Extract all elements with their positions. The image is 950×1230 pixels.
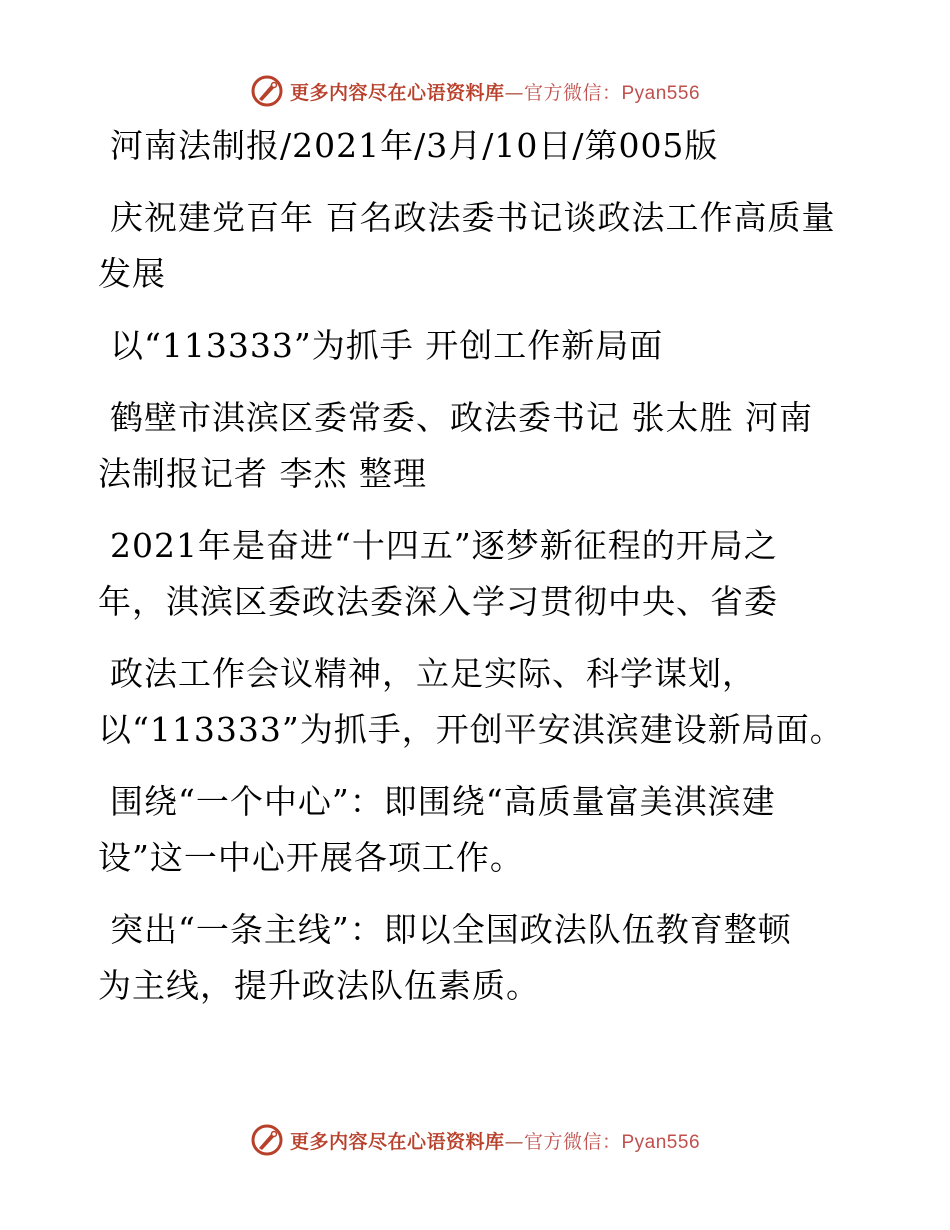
paragraph-2-line-2: 以“113333”为抓手，开创平安淇滨建设新局面。 — [98, 710, 844, 749]
watermark-wechat-label: 官方微信： — [523, 81, 622, 104]
headline-line-2: 发展 — [98, 254, 166, 293]
headline — [98, 190, 858, 302]
pen-logo-icon — [250, 1123, 284, 1157]
subtitle — [98, 318, 858, 374]
watermark-banner-bottom — [0, 1120, 950, 1160]
watermark-banner-top — [0, 71, 950, 111]
paragraph-3 — [98, 774, 858, 886]
paragraph-2 — [98, 646, 858, 758]
watermark-main-text: 更多内容尽在心语资料库 — [289, 81, 505, 104]
document-body — [98, 118, 858, 1030]
paragraph-3-line-2: 设”这一中心开展各项工作。 — [98, 838, 524, 877]
watermark-handle: Pyan556 — [621, 82, 701, 104]
subtitle-text: 以“113333”为抓手 开创工作新局面 — [110, 326, 664, 365]
paragraph-3-line-1: 围绕“一个中心”：即围绕“高质量富美淇滨建 — [110, 782, 776, 821]
paragraph-1-line-2: 年，淇滨区委政法委深入学习贯彻中央、省委 — [98, 582, 778, 621]
headline-line-1: 庆祝建党百年 百名政法委书记谈政法工作高质量 — [110, 198, 836, 237]
watermark-main-text: 更多内容尽在心语资料库 — [289, 1130, 505, 1153]
source-line-text: 河南法制报/2021年/3月/10日/第005版 — [110, 126, 719, 165]
paragraph-4-line-1: 突出“一条主线”：即以全国政法队伍教育整顿 — [110, 910, 792, 949]
watermark-text — [290, 1127, 700, 1154]
source-line — [98, 118, 858, 174]
byline — [98, 390, 858, 502]
watermark-dash: — — [504, 1130, 524, 1153]
watermark-dash: — — [504, 81, 524, 104]
byline-line-2: 法制报记者 李杰 整理 — [98, 454, 427, 493]
paragraph-1 — [98, 518, 858, 630]
paragraph-2-line-1: 政法工作会议精神，立足实际、科学谋划， — [110, 654, 756, 693]
watermark-wechat-label: 官方微信： — [523, 1130, 622, 1153]
paragraph-1-line-1: 2021年是奋进“十四五”逐梦新征程的开局之 — [110, 526, 778, 565]
watermark-text — [290, 78, 700, 105]
watermark-handle: Pyan556 — [621, 1131, 701, 1153]
pen-logo-icon — [250, 74, 284, 108]
byline-line-1: 鹤壁市淇滨区委常委、政法委书记 张太胜 河南 — [110, 398, 813, 437]
paragraph-4 — [98, 902, 858, 1014]
paragraph-4-line-2: 为主线，提升政法队伍素质。 — [98, 966, 540, 1005]
